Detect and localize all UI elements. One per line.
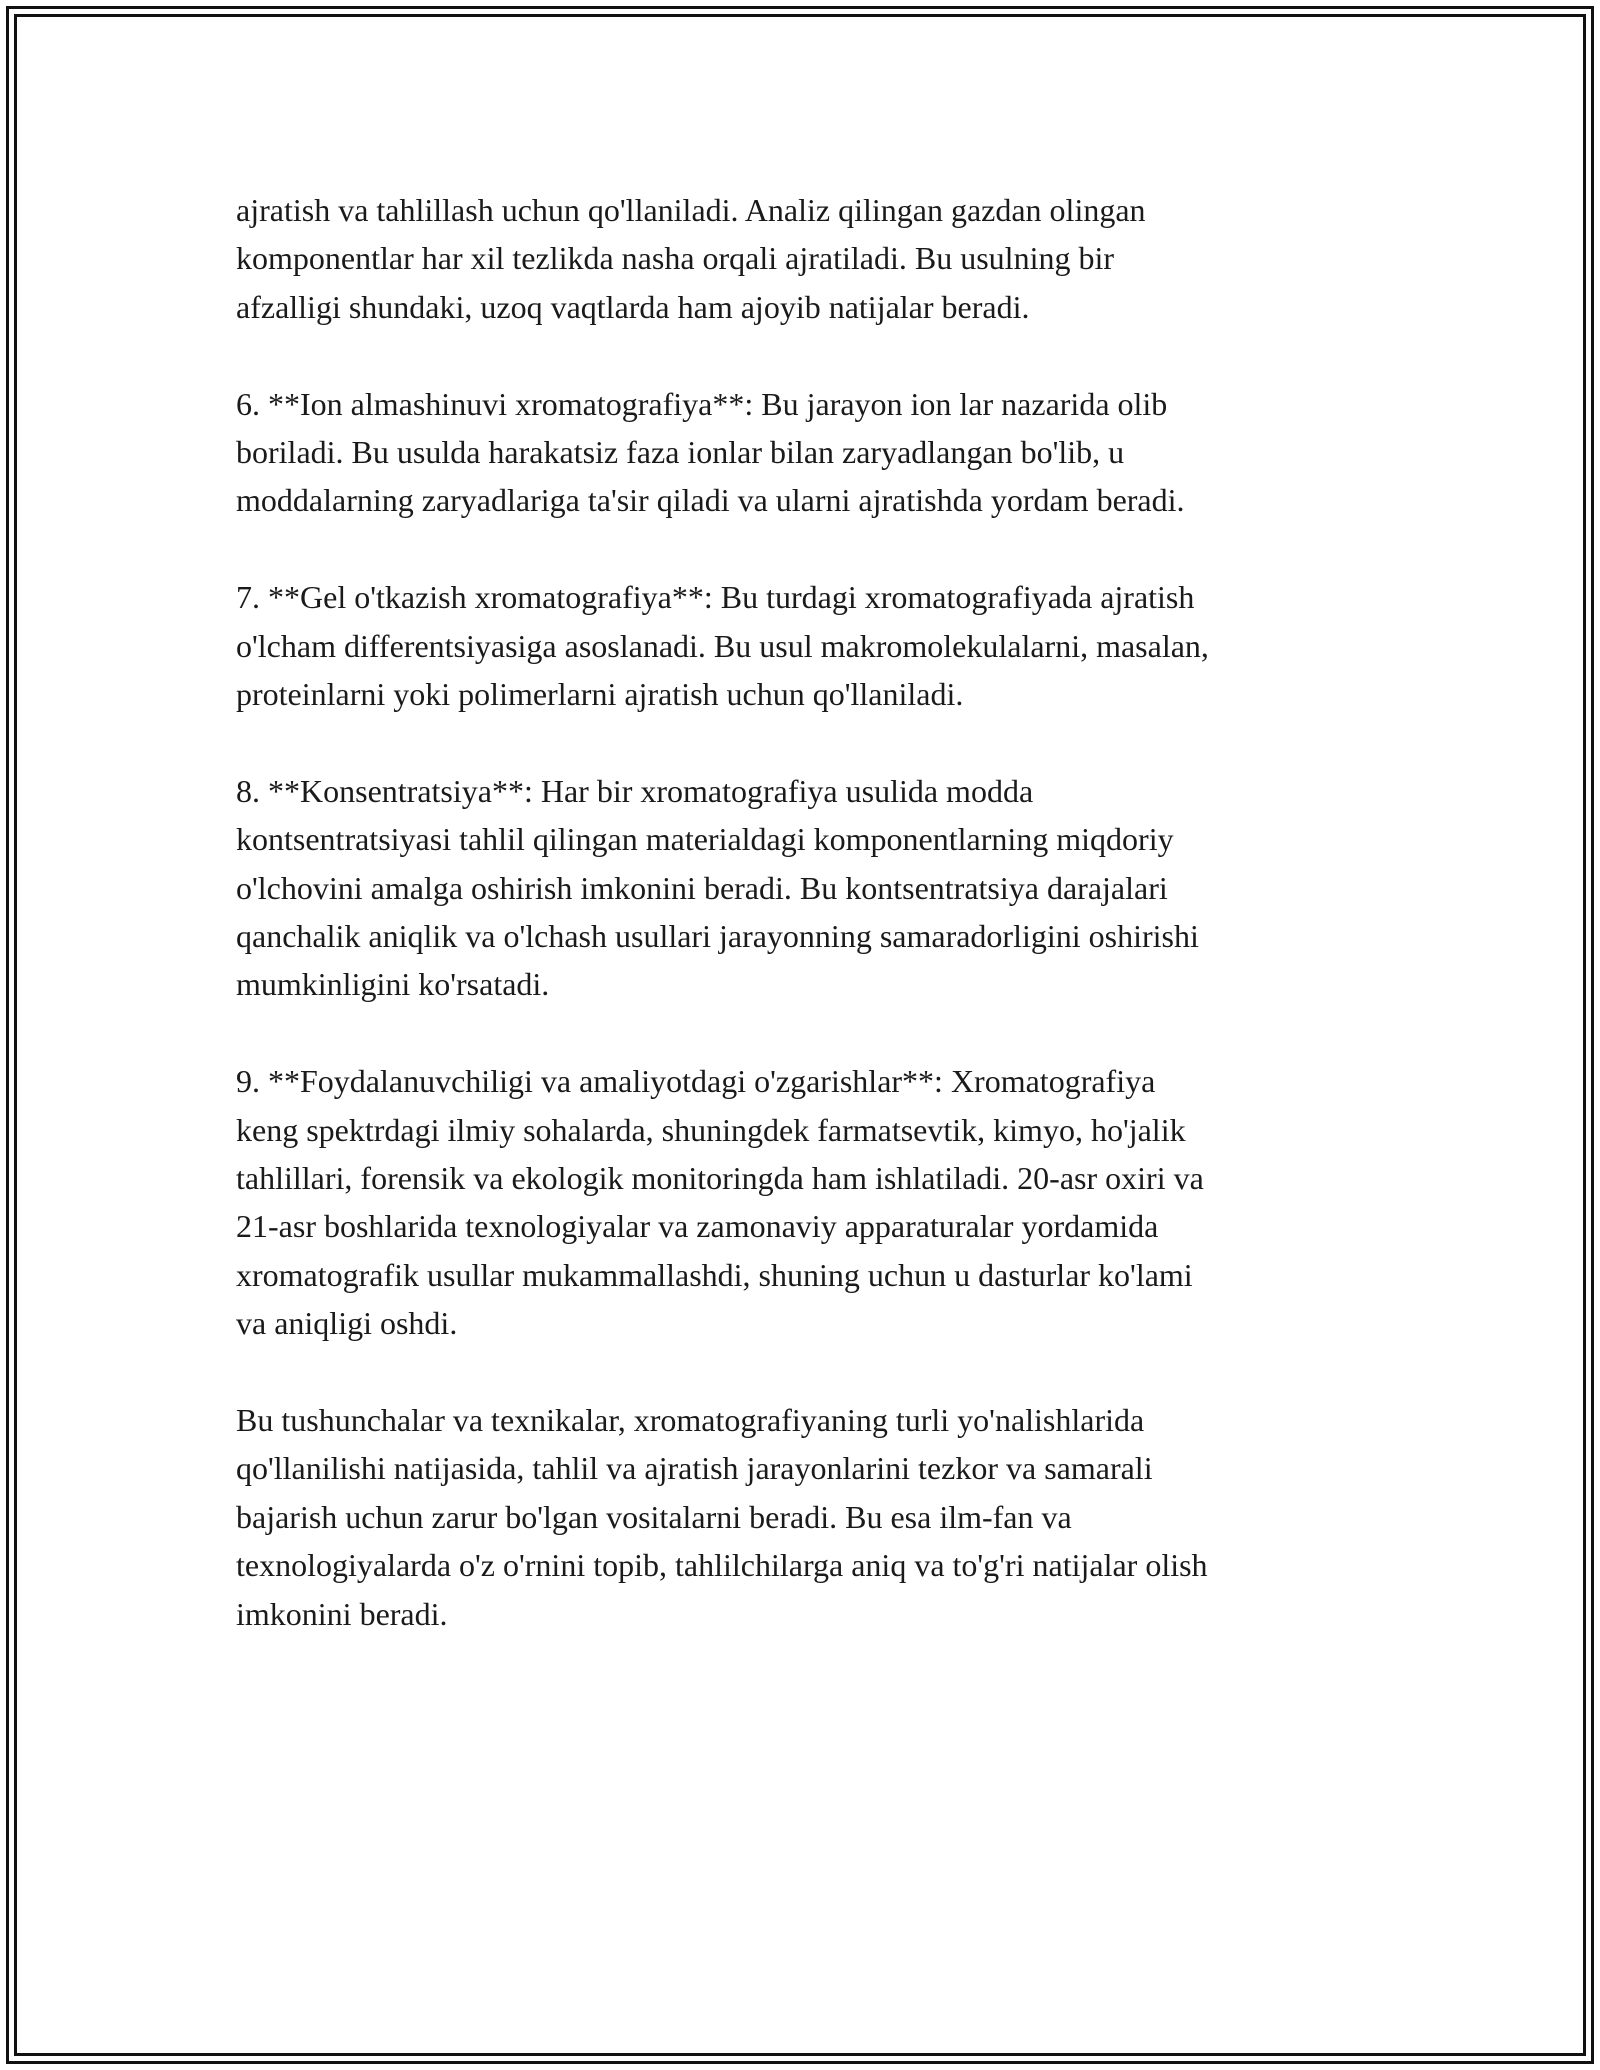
text-line: qanchalik aniqlik va o'lchash usullari jarayonning samaradorligini oshirishi bbox=[236, 918, 1199, 955]
text-line: o'lcham differentsiyasiga asoslanadi. Bu usul makromolekulalarni, masalan, bbox=[236, 627, 1209, 664]
paragraph-conclusion bbox=[236, 1396, 1376, 1638]
document-body bbox=[236, 186, 1376, 1687]
text-line: tahlillari, forensik va ekologik monitoringda ham ishlatiladi. 20-asr oxiri va bbox=[236, 1160, 1204, 1197]
text-line: mumkinligini ko'rsatadi. bbox=[236, 966, 550, 1003]
paragraph-ion-exchange bbox=[236, 380, 1376, 525]
text-line: texnologiyalarda o'z o'rnini topib, tahlilchilarga aniq va to'g'ri natijalar olish bbox=[236, 1547, 1208, 1584]
paragraph-gel-permeation bbox=[236, 573, 1376, 718]
text-line: 9. **Foydalanuvchiligi va amaliyotdagi o'zgarishlar**: Xromatografiya bbox=[236, 1063, 1156, 1100]
text-line: moddalarning zaryadlariga ta'sir qiladi va ularni ajratishda yordam beradi. bbox=[236, 482, 1185, 519]
text-line: qo'llanilishi natijasida, tahlil va ajratish jarayonlarini tezkor va samarali bbox=[236, 1450, 1153, 1487]
text-line: afzalligi shundaki, uzoq vaqtlarda ham ajoyib natijalar beradi. bbox=[236, 288, 1030, 325]
text-line: ajratish va tahlillash uchun qo'llaniladi. Analiz qilingan gazdan olingan bbox=[236, 192, 1146, 228]
text-line: 6. **Ion almashinuvi xromatografiya**: Bu jarayon ion lar nazarida olib bbox=[236, 385, 1168, 422]
text-line: keng spektrdagi ilmiy sohalarda, shuningdek farmatsevtik, kimyo, ho'jalik bbox=[236, 1111, 1186, 1148]
text-line: va aniqligi oshdi. bbox=[236, 1305, 458, 1342]
paragraph-concentration bbox=[236, 767, 1376, 1009]
paragraph-applications bbox=[236, 1057, 1376, 1347]
text-line: 21-asr boshlarida texnologiyalar va zamonaviy apparaturalar yordamida bbox=[236, 1208, 1159, 1245]
text-line: kontsentratsiyasi tahlil qilingan materialdagi komponentlarning miqdoriy bbox=[236, 821, 1174, 858]
text-line: proteinlarni yoki polimerlarni ajratish uchun qo'llaniladi. bbox=[236, 676, 964, 713]
text-line: imkonini beradi. bbox=[236, 1595, 448, 1632]
text-line: boriladi. Bu usulda harakatsiz faza ionlar bilan zaryadlangan bo'lib, u bbox=[236, 434, 1125, 471]
text-line: bajarish uchun zarur bo'lgan vositalarni beradi. Bu esa ilm-fan va bbox=[236, 1498, 1072, 1535]
text-line: o'lchovini amalga oshirish imkonini beradi. Bu kontsentratsiya darajalari bbox=[236, 869, 1168, 906]
text-line: komponentlar har xil tezlikda nasha orqali ajratiladi. Bu usulning bir bbox=[236, 240, 1114, 277]
text-line: Bu tushunchalar va texnikalar, xromatografiyaning turli yo'nalishlarida bbox=[236, 1402, 1145, 1439]
paragraph-gas-chromatography-continued bbox=[236, 186, 1376, 331]
text-line: xromatografik usullar mukammallashdi, shuning uchun u dasturlar ko'lami bbox=[236, 1256, 1193, 1293]
text-line: 8. **Konsentratsiya**: Har bir xromatografiya usulida modda bbox=[236, 772, 1034, 809]
text-line: 7. **Gel o'tkazish xromatografiya**: Bu turdagi xromatografiyada ajratish bbox=[236, 579, 1195, 616]
